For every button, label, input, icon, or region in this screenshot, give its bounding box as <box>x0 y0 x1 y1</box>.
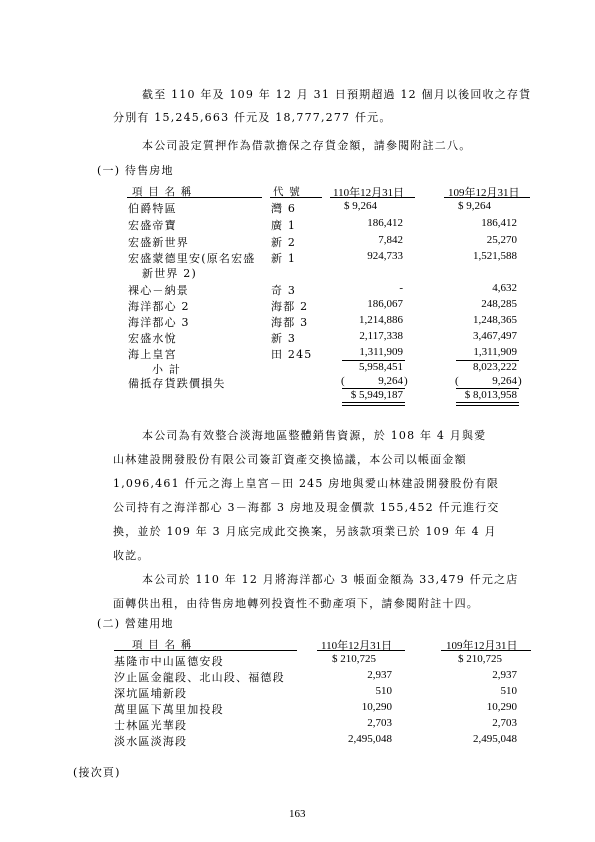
s1-row-name-cont: 新世界 2) <box>142 267 197 280</box>
s1-header-109: 109年12月31日 <box>448 187 520 199</box>
para1-line-5: 換，並於 109 年 3 月底完成此交換案，另該款項業已於 109 年 4 月 <box>113 525 497 538</box>
s1-allowance-close-paren-110: ) <box>404 375 408 387</box>
s1-allowance-close-paren-109: ) <box>518 375 522 387</box>
s1-row-110: $ 9,264 <box>344 200 377 212</box>
s1-row-code: 海都 3 <box>271 316 309 329</box>
s1-header-code: 代 號 <box>273 186 301 198</box>
s1-row-110: 924,733 <box>367 250 403 262</box>
para1-line-2: 山林建設開發股份有限公司簽訂資產交換協議，本公司以帳面金額 <box>113 453 467 466</box>
para2-line-1: 本公司於 110 年 12 月將海洋都心 3 帳面金額為 33,479 仟元之店 <box>142 573 519 586</box>
s1-row-name: 海洋都心 3 <box>128 316 190 329</box>
s1-row-code: 新 3 <box>271 332 297 345</box>
intro-line-3: 本公司設定質押作為借款擔保之存貨金額，請參閱附註二八。 <box>142 139 472 152</box>
s1-row-name: 裸心－納景 <box>128 284 189 297</box>
s2-header-109: 109年12月31日 <box>446 640 518 652</box>
s1-row-code: 奇 3 <box>271 284 297 297</box>
s1-row-109: 1,248,365 <box>473 314 517 326</box>
s1-allowance-110: 9,264 <box>378 375 403 387</box>
para1-line-3: 1,096,461 仟元之海上皇宮－田 245 房地與愛山林建設開發股份有限 <box>113 477 500 490</box>
s1-row-109: 248,285 <box>481 298 517 310</box>
s1-subtotal-109: 8,023,222 <box>473 361 517 373</box>
s2-header-110: 110年12月31日 <box>321 640 393 652</box>
s1-row-110: 1,311,909 <box>359 346 403 358</box>
intro-line-1: 截至 110 年及 109 年 12 月 31 日預期超過 12 個月以後回收之存貨 <box>142 88 532 101</box>
s1-row-name: 海洋都心 2 <box>128 300 190 313</box>
s1-header-rule-109 <box>444 197 530 198</box>
s1-row-code: 海都 2 <box>271 300 309 313</box>
s2-row-109: 2,495,048 <box>473 733 517 745</box>
s1-row-name: 宏盛蒙德里安(原名宏盛 <box>128 252 256 265</box>
intro-line-2: 分別有 15,245,663 仟元及 18,777,277 仟元。 <box>113 111 392 124</box>
para1-line-4: 公司持有之海洋都心 3－海都 3 房地及現金價款 155,452 仟元進行交 <box>113 501 500 514</box>
s1-row-code: 灣 6 <box>271 202 297 215</box>
s1-allowance-open-paren-110: ( <box>341 375 345 387</box>
s2-row-name: 基隆市中山區德安段 <box>114 655 224 668</box>
s1-row-code: 新 2 <box>271 236 297 249</box>
s1-row-109: $ 9,264 <box>458 200 491 212</box>
s2-row-name: 萬里區下萬里加投段 <box>114 703 224 716</box>
s1-header-rule-110 <box>330 197 415 198</box>
s2-row-110: 510 <box>375 685 392 697</box>
s1-header-110: 110年12月31日 <box>333 187 405 199</box>
section-1-title: (一) 待售房地 <box>97 164 174 177</box>
s2-row-109: 2,703 <box>492 717 517 729</box>
s1-row-name: 宏盛新世界 <box>128 236 189 249</box>
s1-header-rule-item <box>127 197 262 198</box>
para2-line-2: 面轉供出租，由待售房地轉列投資性不動產項下，請參閱附註十四。 <box>113 597 479 610</box>
s1-row-110: 7,842 <box>378 234 403 246</box>
s1-allowance-label: 備抵存貨跌價損失 <box>128 377 226 390</box>
s1-row-109: 186,412 <box>481 217 517 229</box>
s1-row-109: 1,521,588 <box>473 250 517 262</box>
s2-row-109: 10,290 <box>486 701 517 713</box>
s1-header-rule-code <box>270 197 322 198</box>
s2-row-110: 10,290 <box>361 701 392 713</box>
s1-allowance-open-paren-109: ( <box>455 375 459 387</box>
s1-row-name: 伯爵特區 <box>128 202 177 215</box>
s1-total-rule-110 <box>342 402 405 406</box>
s1-row-code: 新 1 <box>271 252 297 265</box>
page-number: 163 <box>289 808 306 820</box>
s2-row-110: 2,703 <box>367 717 392 729</box>
s2-row-110: 2,495,048 <box>348 733 392 745</box>
s1-row-name: 宏盛水悅 <box>128 332 177 345</box>
s2-row-109: 2,937 <box>492 669 517 681</box>
s1-header-item: 項 目 名 稱 <box>132 186 193 198</box>
s1-row-109: 3,467,497 <box>473 330 517 342</box>
s1-row-110: 186,067 <box>367 298 403 310</box>
s1-allowance-109: 9,264 <box>492 375 517 387</box>
s2-row-name: 深坑區埔新段 <box>114 687 188 700</box>
s1-subtotal-110: 5,958,451 <box>359 361 403 373</box>
s2-row-109: $ 210,725 <box>458 653 502 665</box>
s2-header-rule-109 <box>441 650 531 651</box>
s1-row-110: 2,117,338 <box>359 330 403 342</box>
s2-row-109: 510 <box>500 685 517 697</box>
s2-header-item: 項 目 名 稱 <box>132 639 193 651</box>
section-2-title: (二) 營建用地 <box>97 617 174 630</box>
para1-line-1: 本公司為有效整合淡海地區整體銷售資源，於 108 年 4 月與愛 <box>142 429 487 442</box>
s1-row-109: 1,311,909 <box>473 346 517 358</box>
continued-note: (接次頁) <box>73 766 121 779</box>
s1-row-109: 4,632 <box>492 282 517 294</box>
s2-row-110: 2,937 <box>367 669 392 681</box>
s2-header-rule-item <box>114 650 297 651</box>
para1-line-6: 收訖。 <box>113 549 150 562</box>
s1-row-110: 186,412 <box>367 217 403 229</box>
s1-row-code: 田 245 <box>271 348 313 361</box>
s2-row-110: $ 210,725 <box>332 653 376 665</box>
s1-row-110: - <box>399 282 403 294</box>
s1-total-rule-109 <box>456 402 519 406</box>
s1-total-110: $ 5,949,187 <box>350 389 403 401</box>
s1-total-109: $ 8,013,958 <box>464 389 517 401</box>
s1-row-name: 海上皇宮 <box>128 348 177 361</box>
s2-row-name: 士林區光華段 <box>114 719 188 732</box>
s2-row-name: 汐止區金龍段、北山段、福德段 <box>114 671 285 684</box>
s2-header-rule-110 <box>317 650 405 651</box>
s2-row-name: 淡水區淡海段 <box>114 735 188 748</box>
s1-row-name: 宏盛帝寶 <box>128 219 177 232</box>
s1-row-code: 廣 1 <box>271 219 297 232</box>
s1-row-109: 25,270 <box>486 234 517 246</box>
s1-row-110: 1,214,886 <box>359 314 403 326</box>
s1-subtotal-label: 小 計 <box>152 363 182 376</box>
